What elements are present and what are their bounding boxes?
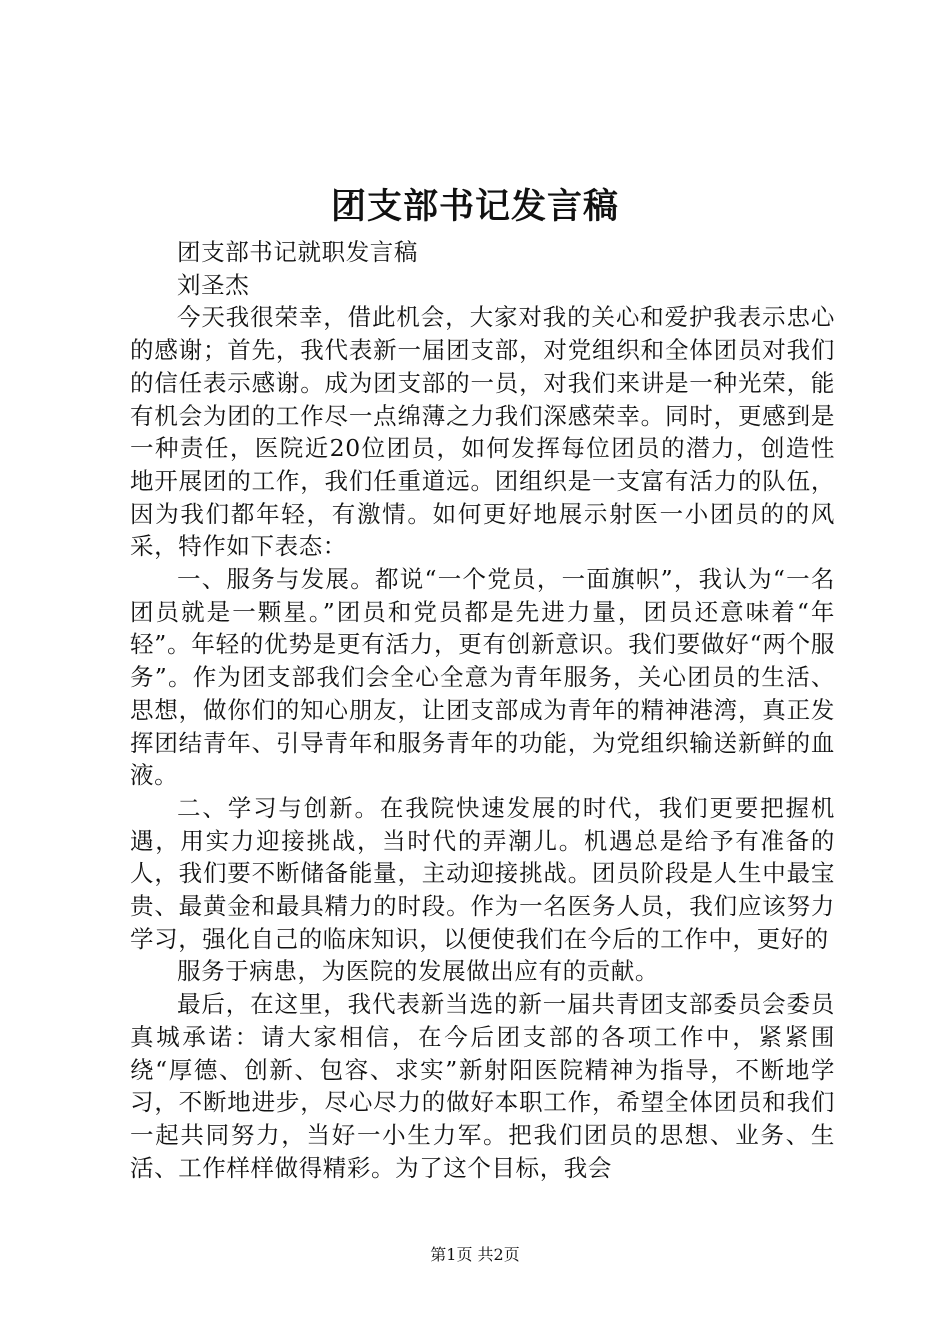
subtitle-paragraph: 团支部书记就职发言稿 — [177, 238, 418, 266]
document-body — [130, 236, 835, 1184]
body-paragraph-intro: 今天我很荣幸，借此机会，大家对我的关心和爱护我表示忠心的感谢；首先，我代表新一届团支部，对党组织和全体团员对我们的信任表示感谢。成为团支部的一员，对我们来讲是一种光荣，能有机会为团的工作尽一点绵薄之力我们深感荣幸。同时，更感到是一种责任，医院近20位团员，如何发挥每位团员的潜力，创造性地开展团的工作，我们任重道远。团组织是一支富有活力的队伍，因为我们都年轻，有激情。如何更好地展示射医一小团员的的风采，特作如下表态： — [130, 303, 835, 561]
author-paragraph: 刘圣杰 — [177, 270, 250, 299]
body-paragraph-service: 一、服务与发展。都说“一个党员，一面旗帜”，我认为“一名团员就是一颗星。”团员和党员都是先进力量，团员还意味着“年轻”。年轻的优势是更有活力，更有创新意识。我们要做好“两个服务”。作为团支部我们会全心全意为青年服务，关心团员的生活、思想，做你们的知心朋友，让团支部成为青年的精神港湾，真正发挥团结青年、引导青年和服务青年的功能，为党组织输送新鲜的血液。 — [130, 565, 835, 790]
page-indicator: 第1页 共2页 — [430, 1245, 520, 1264]
body-paragraph-closing: 最后，在这里，我代表新当选的新一届共青团支部委员会委员真城承诺：请大家相信，在今后团支部的各项工作中，紧紧围绕“厚德、创新、包容、求实”新射阳医院精神为指导，不断地学习，不断地进步，尽心尽力的做好本职工作，希望全体团员和我们一起共同努力，当好一小生力军。把我们团员的思想、业务、生活、工作样样做得精彩。为了这个目标，我会 — [130, 990, 835, 1182]
body-paragraph-learning: 二、学习与创新。在我院快速发展的时代，我们更要把握机遇，用实力迎接挑战，当时代的弄潮儿。机遇总是给予有准备的人，我们要不断储备能量，主动迎接挑战。团员阶段是人生中最宝贵、最黄金和最具精力的时段。作为一名医务人员，我们应该努力学习，强化自己的临床知识，以便使我们在今后的工作中，更好的 — [130, 793, 835, 953]
body-paragraph-continuation: 服务于病患，为医院的发展做出应有的贡献。 — [177, 957, 659, 986]
document-title: 团支部书记发言稿 — [330, 186, 619, 227]
